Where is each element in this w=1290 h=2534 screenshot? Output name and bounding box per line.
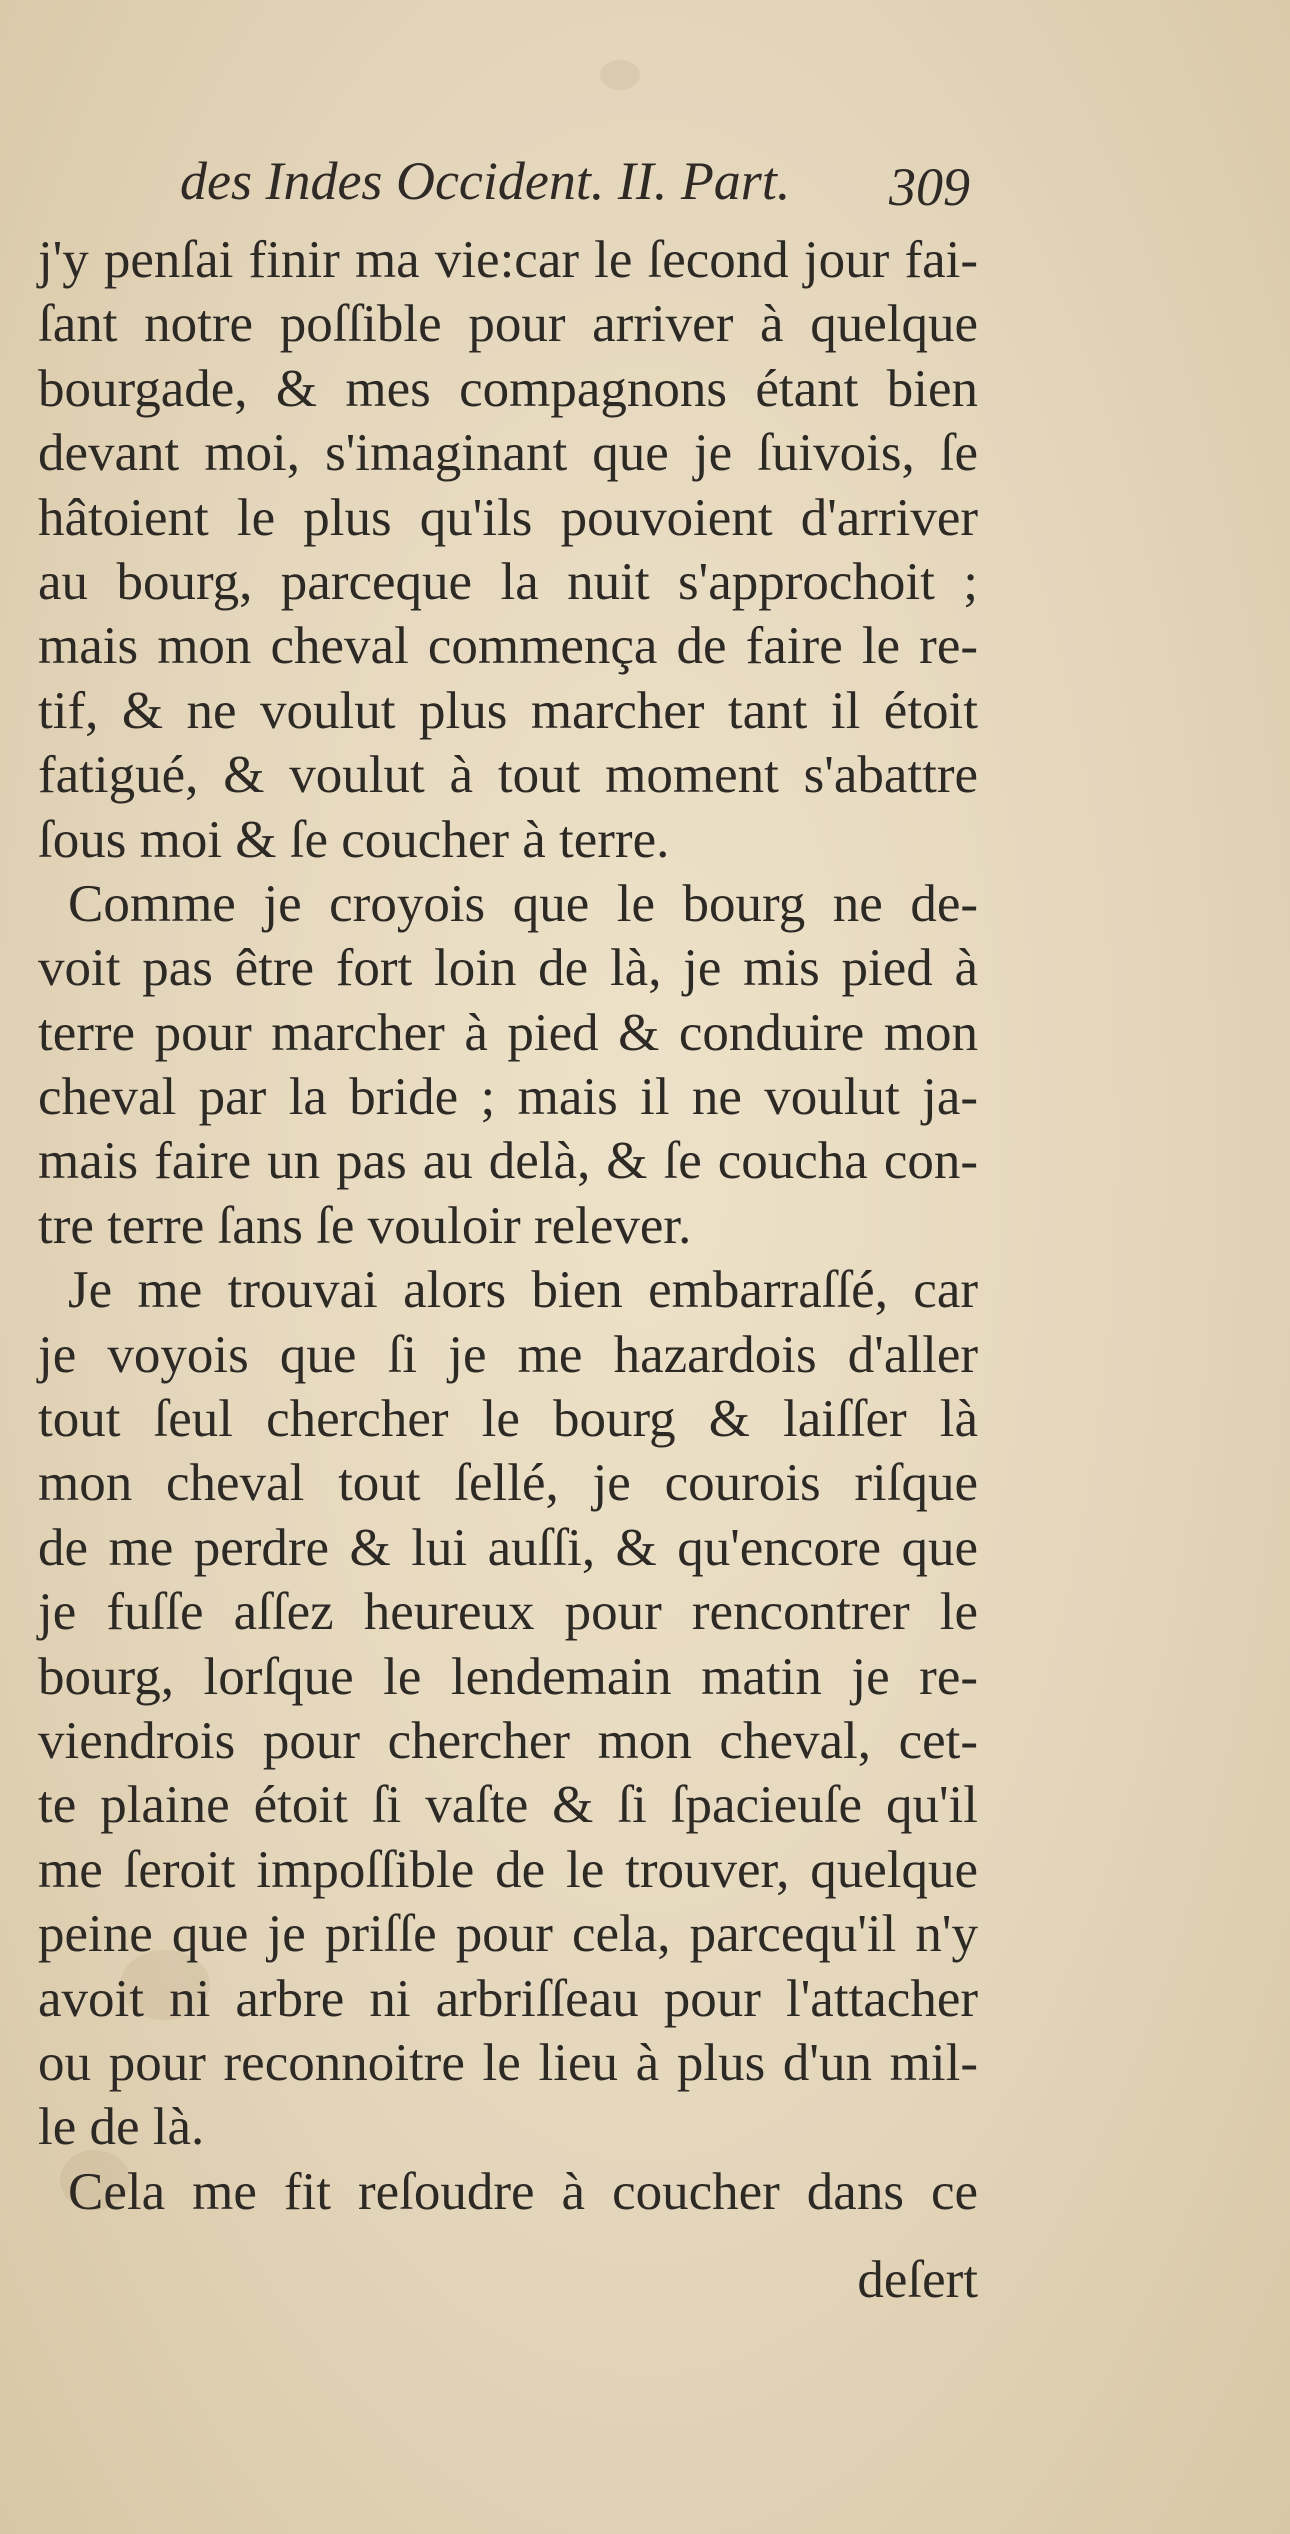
- text-line: mais mon cheval commença de faire le re-: [38, 617, 978, 676]
- text-line: devant moi, s'imaginant que je ſuivois, ſe: [38, 424, 978, 483]
- catchword: deſert: [857, 2251, 978, 2309]
- text-line: ſant notre poſſible pour arriver à quelque: [38, 295, 978, 354]
- text-line: tif, & ne voulut plus marcher tant il étoit: [38, 681, 978, 740]
- paragraph-2: [38, 872, 978, 1258]
- text-line: te plaine étoit ſi vaſte & ſi ſpacieuſe qu'il: [38, 1776, 978, 1835]
- body-text: [38, 228, 978, 2224]
- running-title: des Indes Occident. II. Part.: [180, 151, 791, 211]
- text-line: terre pour marcher à pied & conduire mon: [38, 1003, 978, 1062]
- paragraph-1: [38, 228, 978, 872]
- text-line: peine que je priſſe pour cela, parcequ'il n'y: [38, 1905, 978, 1964]
- text-line: bourg, lorſque le lendemain matin je re-: [38, 1647, 978, 1706]
- text-line: fatigué, & voulut à tout moment s'abattre: [38, 746, 978, 805]
- text-line: ou pour reconnoitre le lieu à plus d'un mil-: [38, 2033, 978, 2092]
- text-line: je voyois que ſi je me hazardois d'aller: [38, 1325, 978, 1384]
- text-line: Cela me fit reſoudre à coucher dans ce: [68, 2162, 978, 2221]
- text-line: avoit ni arbre ni arbriſſeau pour l'attacher: [38, 1969, 978, 2028]
- paragraph-4: [38, 2160, 978, 2224]
- page-number: 309: [889, 157, 970, 217]
- text-line: de me perdre & lui auſſi, & qu'encore que: [38, 1518, 978, 1577]
- page-header: [180, 150, 970, 220]
- paragraph-3: [38, 1258, 978, 2159]
- text-line: je fuſſe aſſez heureux pour rencontrer le: [38, 1583, 978, 1642]
- text-line: voit pas être fort loin de là, je mis pied à: [38, 939, 978, 998]
- text-line: le de là.: [38, 2098, 205, 2157]
- text-line: Je me trouvai alors bien embarraſſé, car: [68, 1261, 978, 1320]
- text-line: tout ſeul chercher le bourg & laiſſer là: [38, 1390, 978, 1449]
- text-line: ſous moi & ſe coucher à terre.: [38, 810, 670, 869]
- text-line: viendrois pour chercher mon cheval, cet-: [38, 1711, 978, 1770]
- text-line: Comme je croyois que le bourg ne de-: [68, 874, 978, 933]
- text-line: j'y penſai finir ma vie:car le ſecond jour fai-: [38, 231, 978, 289]
- text-line: mon cheval tout ſellé, je courois riſque: [38, 1454, 978, 1513]
- text-line: bourgade, & mes compagnons étant bien: [38, 359, 978, 418]
- text-line: me ſeroit impoſſible de le trouver, quelque: [38, 1840, 978, 1899]
- text-line: mais faire un pas au delà, & ſe coucha con-: [38, 1132, 978, 1191]
- paper-stain: [600, 60, 640, 90]
- text-line: au bourg, parceque la nuit s'approchoit ;: [38, 552, 978, 611]
- text-line: tre terre ſans ſe vouloir relever.: [38, 1196, 692, 1255]
- text-line: cheval par la bride ; mais il ne voulut ja-: [38, 1068, 978, 1127]
- text-line: hâtoient le plus qu'ils pouvoient d'arriver: [38, 488, 978, 547]
